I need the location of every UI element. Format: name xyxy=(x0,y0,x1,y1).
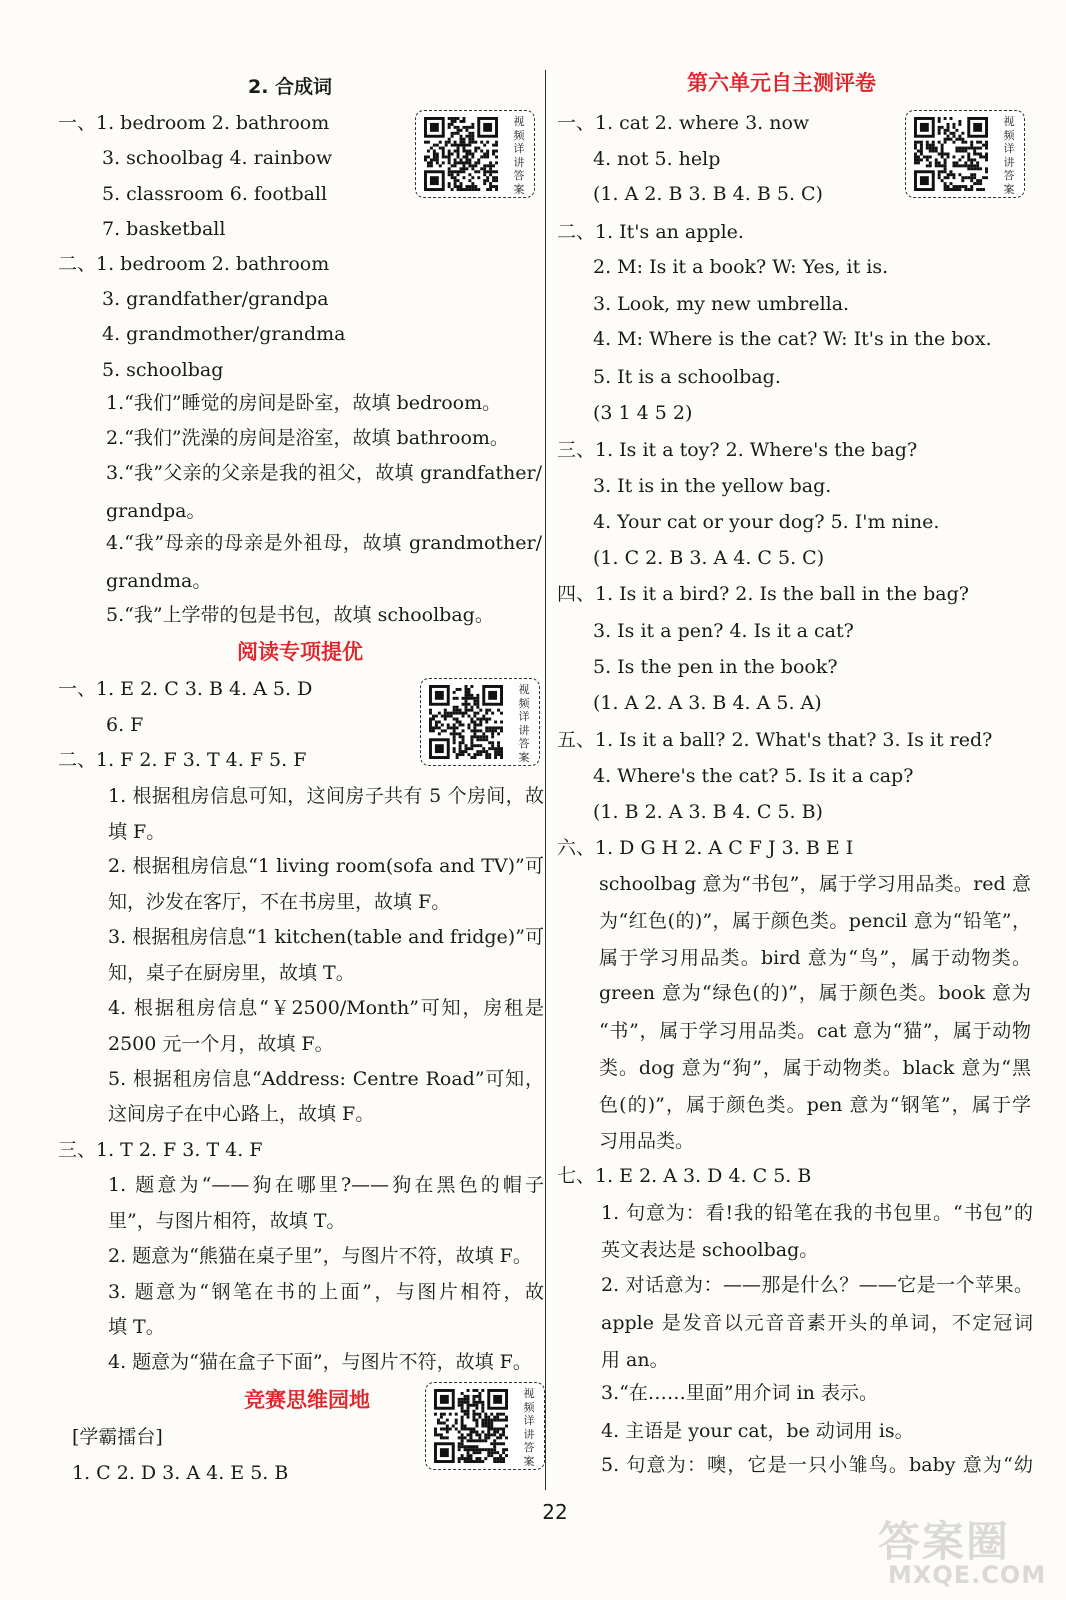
text-line: 一、1. bedroom 2. bathroom xyxy=(58,112,330,134)
text-line: 4. M: Where is the cat? W: It's in the box. xyxy=(593,328,992,350)
text-line: 用 an。 xyxy=(601,1349,669,1371)
text-line: 一、1. E 2. C 3. B 4. A 5. D xyxy=(58,678,313,700)
qr-code-icon xyxy=(429,685,503,759)
text-line: 知，桌子在厨房里，故填 T。 xyxy=(108,962,355,984)
text-line: 1.“我们”睡觉的房间是卧室，故填 bedroom。 xyxy=(106,392,502,414)
text-line: 5. schoolbag xyxy=(102,359,224,381)
text-line: 4. grandmother/grandma xyxy=(102,323,346,345)
text-line: 4. Your cat or your dog? 5. I'm nine. xyxy=(593,511,940,533)
text-line: [学霸擂台] xyxy=(72,1426,163,1448)
text-line: 二、1. bedroom 2. bathroom xyxy=(58,253,330,275)
text-line: 1. 句意为：看!我的铅笔在我的书包里。“书包”的 xyxy=(601,1202,1033,1224)
text-line: 知，沙发在客厅，不在书房里，故填 F。 xyxy=(108,891,451,913)
text-line: (1. A 2. B 3. B 4. B 5. C) xyxy=(593,183,823,205)
text-line: 2.“我们”洗澡的房间是浴室，故填 bathroom。 xyxy=(106,427,509,449)
text-line: (1. C 2. B 3. A 4. C 5. C) xyxy=(593,547,825,569)
text-line: “书”，属于学习用品类。cat 意为“猫”，属于动物 xyxy=(599,1020,1031,1042)
text-line: 4. not 5. help xyxy=(593,148,721,170)
text-line: 5. 根据租房信息“Address: Centre Road”可知， xyxy=(108,1068,544,1090)
qr-label: 视频详讲答案 xyxy=(513,115,525,196)
watermark xyxy=(868,1505,1058,1595)
text-line: 四、1. Is it a bird? 2. Is the ball in the bag? xyxy=(557,583,969,605)
text-line: 类。dog 意为“狗”，属于动物类。black 意为“黑 xyxy=(599,1057,1031,1079)
text-line: (1. B 2. A 3. B 4. C 5. B) xyxy=(593,801,823,823)
text-line: grandpa。 xyxy=(106,500,206,522)
section-title-reading: 阅读专项提优 xyxy=(237,640,363,664)
qr-code-icon xyxy=(424,117,498,191)
section-title-compound-words: 2. 合成词 xyxy=(248,76,333,98)
text-line: 2. 对话意为：——那是什么？——它是一个苹果。 xyxy=(601,1274,1033,1296)
text-line: 5. classroom 6. football xyxy=(102,183,328,205)
text-line: 这间房子在中心路上，故填 F。 xyxy=(108,1103,375,1125)
text-line: 3. Look, my new umbrella. xyxy=(593,293,850,315)
text-line: schoolbag 意为“书包”，属于学习用品类。red 意 xyxy=(599,873,1031,895)
text-line: 六、1. D G H 2. A C F J 3. B E I xyxy=(557,837,854,859)
qr-label: 视频详讲答案 xyxy=(523,1387,535,1468)
text-line: 4. 根据租房信息“￥2500/Month”可知，房租是 xyxy=(108,997,544,1019)
watermark-logo: 答案圈 xyxy=(878,1517,1011,1566)
left-column xyxy=(58,0,544,1600)
qr-label: 视频详讲答案 xyxy=(1003,115,1015,196)
text-line: 色(的)”，属于颜色类。pen 意为“钢笔”，属于学 xyxy=(599,1094,1031,1116)
text-line: 1. 根据租房信息可知，这间房子共有 5 个房间，故 xyxy=(108,785,544,807)
text-line: 英文表达是 schoolbag。 xyxy=(601,1239,819,1261)
qr-code[interactable] xyxy=(425,1382,545,1470)
text-line: 2. 题意为“熊猫在桌子里”，与图片不符，故填 F。 xyxy=(108,1245,532,1267)
text-line: apple 是发音以元音音素开头的单词，不定冠词 xyxy=(601,1312,1033,1334)
text-line: 3. 根据租房信息“1 kitchen(table and fridge)”可 xyxy=(108,926,544,948)
text-line: 2. M: Is it a book? W: Yes, it is. xyxy=(593,256,889,278)
text-line: 6. F xyxy=(106,714,144,736)
text-line: 3.“在……里面”用介词 in 表示。 xyxy=(601,1382,878,1404)
text-line: 5.“我”上学带的包是书包，故填 schoolbag。 xyxy=(106,604,494,626)
text-line: 属于学习用品类。bird 意为“鸟”，属于动物类。 xyxy=(599,947,1031,969)
qr-code-icon xyxy=(914,117,988,191)
text-line: 二、1. It's an apple. xyxy=(557,221,744,243)
text-line: 填 F。 xyxy=(108,821,166,843)
text-line: 为“红色(的)”，属于颜色类。pencil 意为“铅笔”， xyxy=(599,910,1031,932)
text-line: 里”，与图片相符，故填 T。 xyxy=(108,1210,346,1232)
text-line: 1. C 2. D 3. A 4. E 5. B xyxy=(72,1462,289,1484)
text-line: 2. 根据租房信息“1 living room(sofa and TV)”可 xyxy=(108,855,544,877)
qr-code-icon xyxy=(434,1389,508,1463)
qr-code[interactable] xyxy=(415,110,535,198)
qr-code[interactable] xyxy=(420,678,540,766)
text-line: 七、1. E 2. A 3. D 4. C 5. B xyxy=(557,1165,812,1187)
section-title-unit6-test: 第六单元自主测评卷 xyxy=(687,71,876,95)
text-line: 5. Is the pen in the book? xyxy=(593,656,838,678)
text-line: 一、1. cat 2. where 3. now xyxy=(557,112,810,134)
text-line: 2500 元一个月，故填 F。 xyxy=(108,1033,334,1055)
text-line: 5. 句意为：噢，它是一只小雏鸟。baby 意为“幼 xyxy=(601,1454,1033,1476)
text-line: 3.“我”父亲的父亲是我的祖父，故填 grandfather/ xyxy=(106,462,542,484)
text-line: green 意为“绿色(的)”，属于颜色类。book 意为 xyxy=(599,982,1031,1004)
text-line: 填 T。 xyxy=(108,1316,165,1338)
text-line: grandma。 xyxy=(106,570,212,592)
qr-label: 视频详讲答案 xyxy=(518,683,530,764)
text-line: 3. It is in the yellow bag. xyxy=(593,475,832,497)
right-column xyxy=(557,0,1037,1600)
text-line: 4. Where's the cat? 5. Is it a cap? xyxy=(593,765,914,787)
text-line: 二、1. F 2. F 3. T 4. F 5. F xyxy=(58,749,307,771)
text-line: 4.“我”母亲的母亲是外祖母，故填 grandmother/ xyxy=(106,532,542,554)
section-title-competition: 竞赛思维园地 xyxy=(244,1388,370,1412)
watermark-url: MXQE.COM xyxy=(888,1561,1047,1589)
text-line: 4. 主语是 your cat，be 动词用 is。 xyxy=(601,1420,914,1442)
column-divider xyxy=(545,70,546,1490)
page-number: 22 xyxy=(542,1500,568,1524)
text-line: 4. 题意为“猫在盒子下面”，与图片不符，故填 F。 xyxy=(108,1351,532,1373)
text-line: 3. grandfather/grandpa xyxy=(102,288,329,310)
text-line: (3 1 4 5 2) xyxy=(593,402,693,424)
text-line: 3. Is it a pen? 4. Is it a cat? xyxy=(593,620,854,642)
qr-code[interactable] xyxy=(905,110,1025,198)
text-line: 1. 题意为“——狗在哪里?——狗在黑色的帽子 xyxy=(108,1174,544,1196)
text-line: 3. 题意为“钢笔在书的上面”，与图片相符，故 xyxy=(108,1281,544,1303)
text-line: (1. A 2. A 3. B 4. A 5. A) xyxy=(593,692,822,714)
text-line: 7. basketball xyxy=(102,218,226,240)
text-line: 三、1. Is it a toy? 2. Where's the bag? xyxy=(557,439,918,461)
text-line: 五、1. Is it a ball? 2. What's that? 3. Is it red? xyxy=(557,729,993,751)
text-line: 三、1. T 2. F 3. T 4. F xyxy=(58,1139,263,1161)
text-line: 3. schoolbag 4. rainbow xyxy=(102,147,333,169)
text-line: 习用品类。 xyxy=(599,1130,695,1152)
text-line: 5. It is a schoolbag. xyxy=(593,366,781,388)
